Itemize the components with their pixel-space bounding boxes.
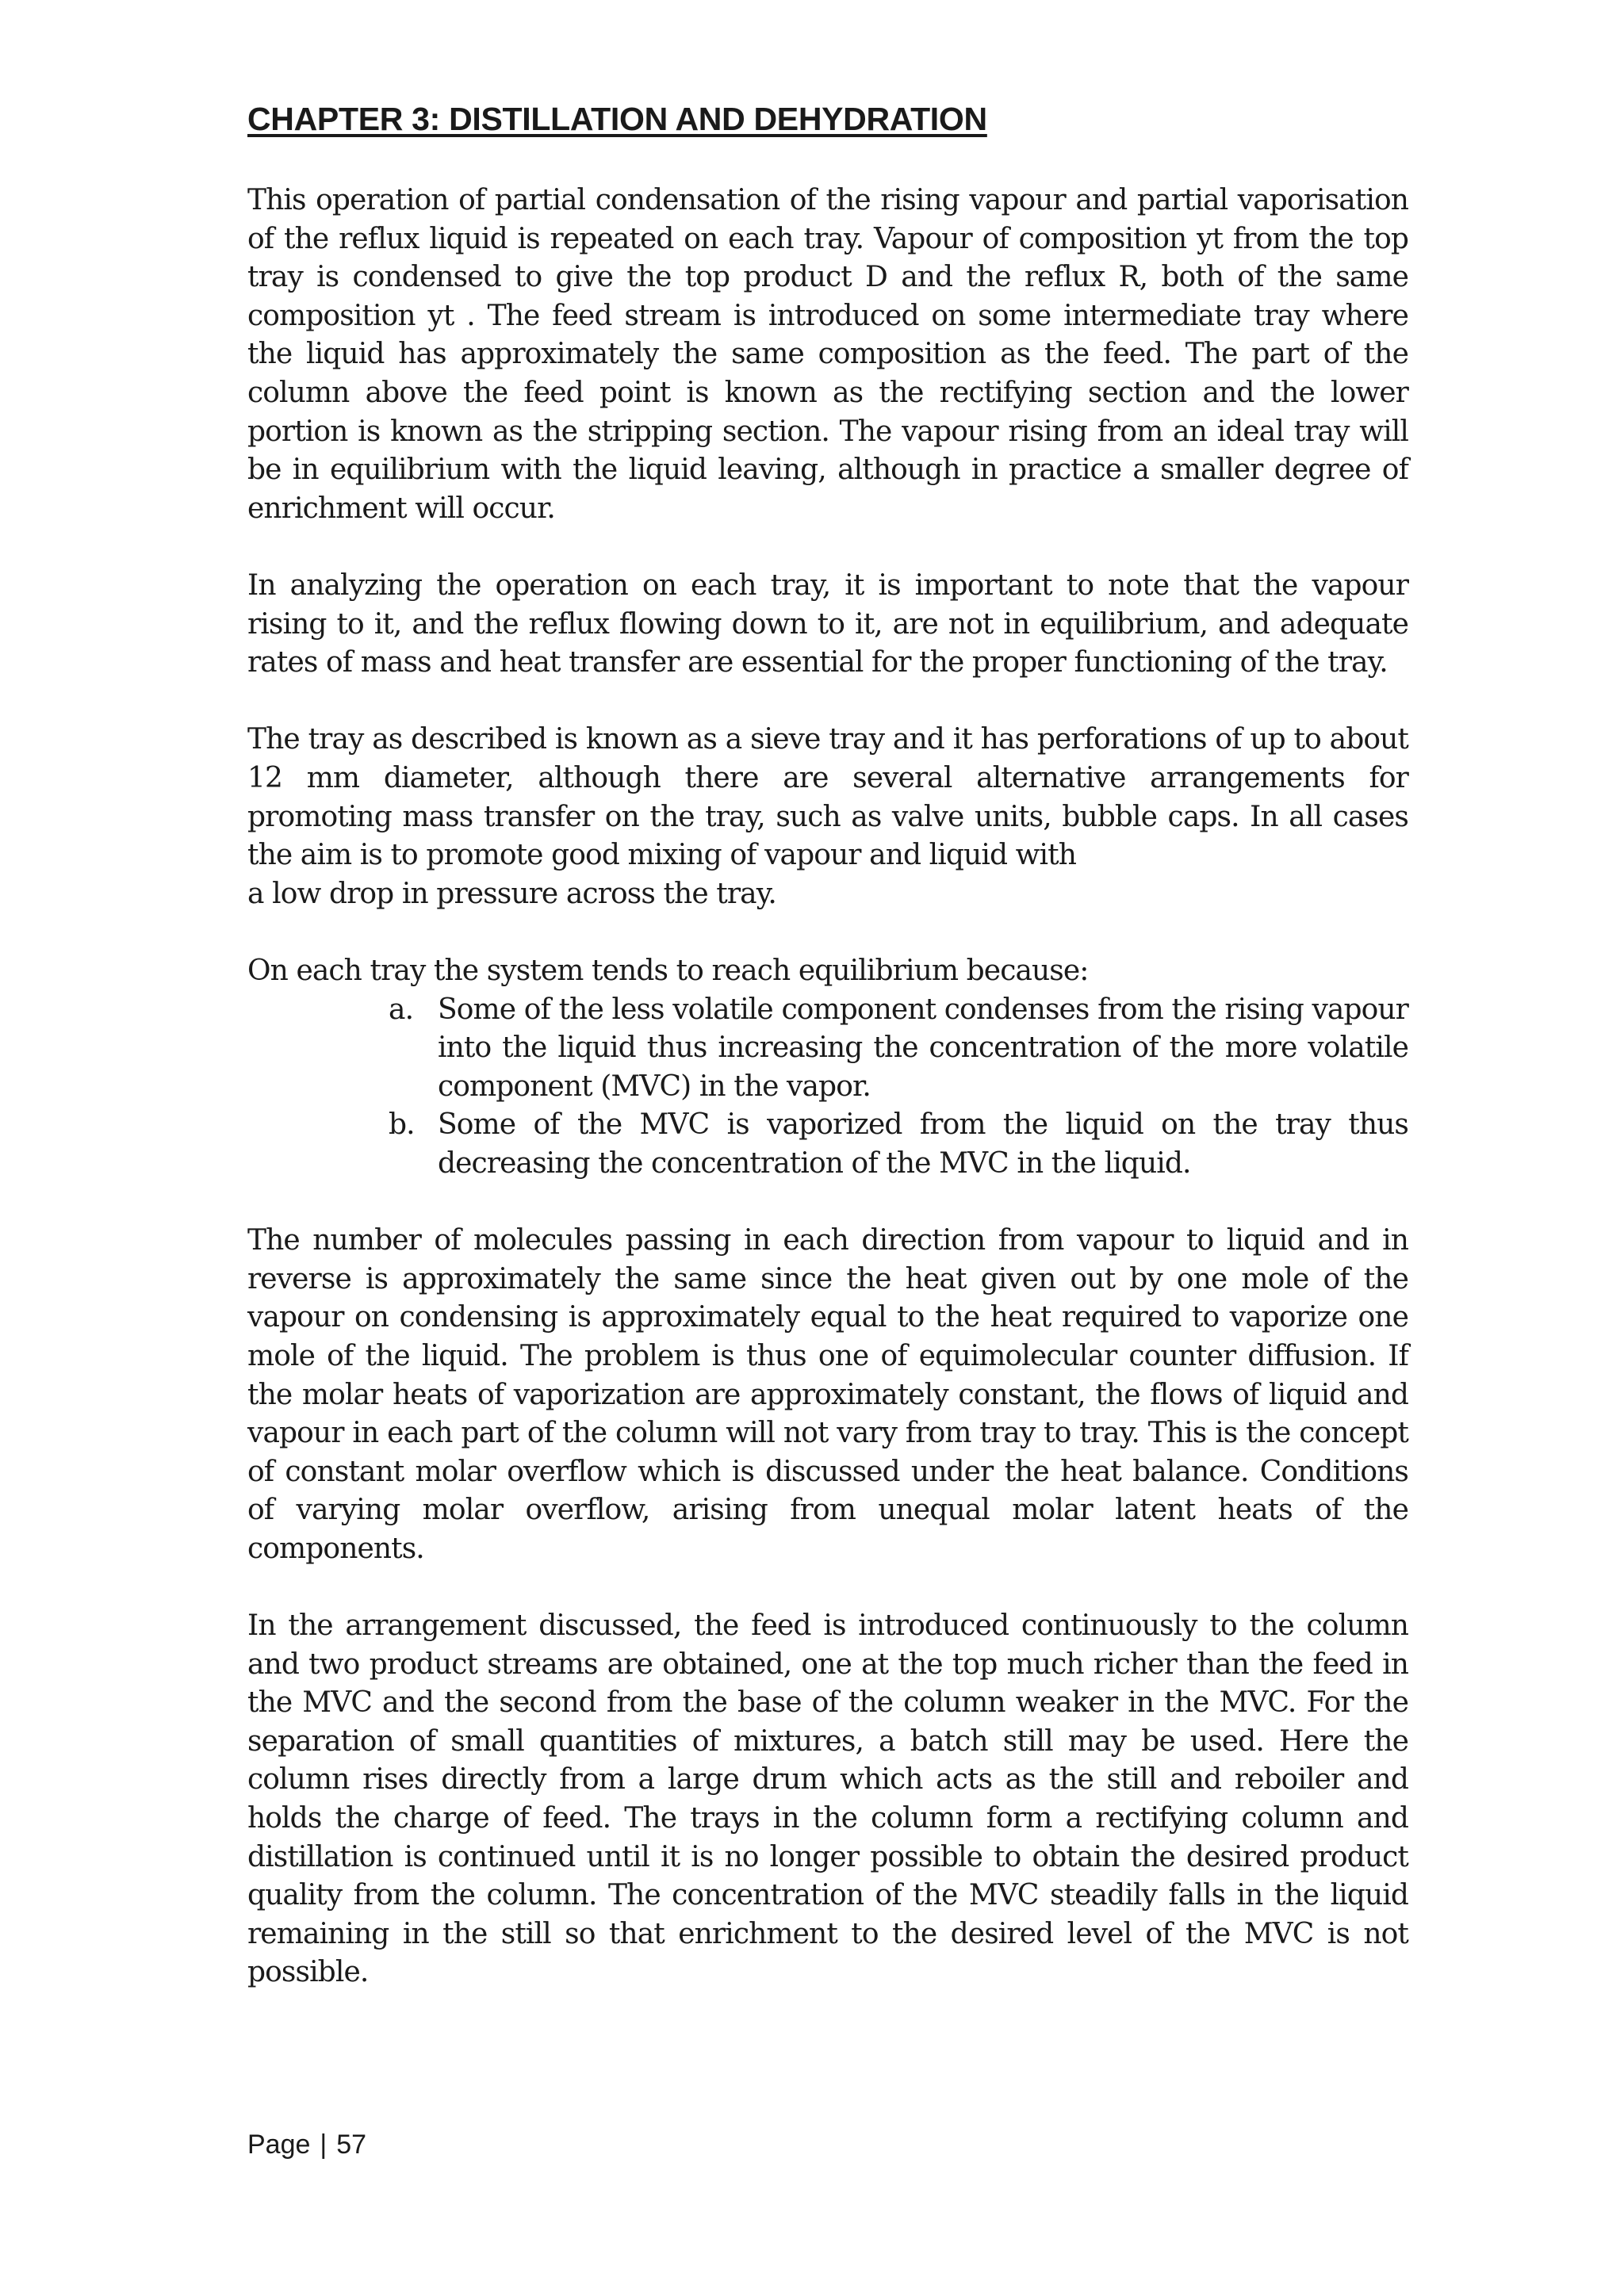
paragraph-sieve-tray-continued: a low drop in pressure across the tray. bbox=[247, 877, 776, 910]
page-footer bbox=[247, 2130, 366, 2160]
page-separator: | bbox=[320, 2130, 327, 2160]
list-marker: a. bbox=[389, 993, 414, 1026]
page-number: 57 bbox=[336, 2130, 367, 2160]
chapter-heading: CHAPTER 3: DISTILLATION AND DEHYDRATION bbox=[247, 101, 987, 137]
list-item-text: Some of the MVC is vaporized from the liquid on the tray thus decreasing the concentration of the MVC in the liquid. bbox=[438, 1108, 1408, 1180]
list-item bbox=[389, 991, 1408, 1107]
list-item bbox=[389, 1106, 1408, 1183]
page-body bbox=[247, 101, 1408, 2031]
paragraph-tray-operation: This operation of partial condensation of the rising vapour and partial vaporisation of the reflux liquid is repeated on each tray. Vapour of composition yt from the top tray is condensed to give the top product D and the reflux R, both of the same composition yt . The feed stream is introduced on some intermediate tray where the liquid has approximately the same composition as the feed. The part of the column above the feed point is known as the rectifying section and the lower portion is known as the stripping section. The vapour rising from an ideal tray will be in equilibrium with the liquid leaving, although in practice a smaller degree of enrichment will occur. bbox=[247, 184, 1408, 525]
page-label: Page bbox=[247, 2130, 311, 2160]
list-marker: b. bbox=[389, 1108, 415, 1142]
paragraph-equilibrium-intro: On each tray the system tends to reach equilibrium because: bbox=[247, 954, 1089, 987]
equilibrium-reasons-list bbox=[247, 991, 1408, 1184]
paragraph-tray-analysis: In analyzing the operation on each tray, it is important to note that the vapour rising to it, and the reflux flowing down to it, are not in equilibrium, and adequate rates of mass and heat transfer are essential for the proper functioning of the tray. bbox=[247, 569, 1408, 679]
paragraph-sieve-tray: The tray as described is known as a sieve tray and it has perforations of up to about 12 mm diameter, although there are several alternative arrangements for promoting mass transfer on the tray, such as valve units, bubble caps. In all cases the aim is to promote good mixing of vapour and liquid with bbox=[247, 723, 1408, 872]
paragraph-molar-overflow: The number of molecules passing in each direction from vapour to liquid and in reverse is approximately the same since the heat given out by one mole of the vapour on condensing is approximately equal to the heat required to vaporize one mole of the liquid. The problem is thus one of equimolecular counter diffusion. If the molar heats of vaporization are approximately constant, the flows of liquid and vapour in each part of the column will not vary from tray to tray. This is the concept of constant molar overflow which is discussed under the heat balance. Conditions of varying molar overflow, arising from unequal molar latent heats of the components. bbox=[247, 1224, 1408, 1565]
paragraph-batch-still: In the arrangement discussed, the feed is introduced continuously to the column and two product streams are obtained, one at the top much richer than the feed in the MVC and the second from the base of the column weaker in the MVC. For the separation of small quantities of mixtures, a batch still may be used. Here the column rises directly from a large drum which acts as the still and reboiler and holds the charge of feed. The trays in the column form a rectifying column and distillation is continued until it is no longer possible to obtain the desired product quality from the column. The concentration of the MVC steadily falls in the liquid remaining in the still so that enrichment to the desired level of the MVC is not possible. bbox=[247, 1609, 1408, 1989]
list-item-text: Some of the less volatile component condenses from the rising vapour into the liquid thus increasing the concentration of the more volatile component (MVC) in the vapor. bbox=[438, 993, 1408, 1103]
